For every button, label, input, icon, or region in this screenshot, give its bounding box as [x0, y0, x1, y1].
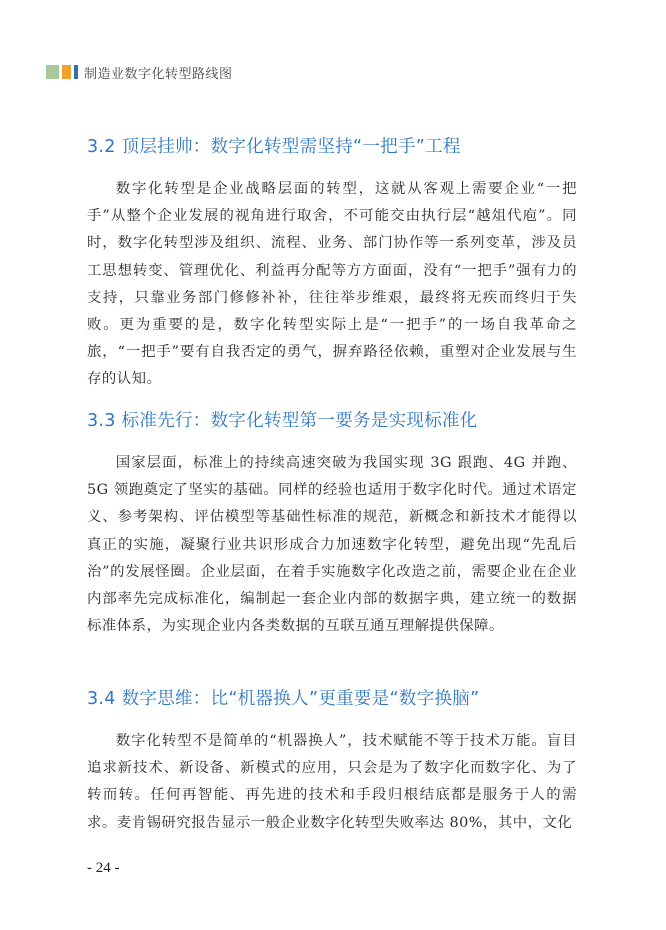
section-heading: 3.2 顶层挂帅：数字化转型需坚持“一把手”工程 — [87, 137, 461, 157]
section-3-3 — [87, 407, 577, 640]
running-header — [46, 62, 233, 82]
section-body: 国家层面，标准上的持续高速突破为我国实现 3G 跟跑、4G 并跑、5G 领跑奠定了坚实的基础。同样的经验也适用于数字化时代。通过术语定义、参考架构、评估模型等基础性标准的规范，新概念和新技术才能得以真正的实施，凝聚行业共识形成合力加速数字化转型，避免出现“先乱后治”的发展怪圈。企业层面，在着手实施数字化改造之前，需要企业在企业内部率先完成标准化，编制起一套企业内部的数据字典，建立统一的数据标准体系，为实现企业内各类数据的互联互通互理解提供保障。 — [87, 455, 577, 635]
header-orange-square-icon — [62, 65, 71, 79]
header-green-square-icon — [46, 65, 59, 79]
header-title: 制造业数字化转型路线图 — [84, 66, 233, 82]
section-3-2 — [87, 133, 577, 394]
section-body: 数字化转型不是简单的“机器换人”，技术赋能不等于技术万能。盲目追求新技术、新设备、新模式的应用，只会是为了数字化而数字化、为了转而转。任何再智能、再先进的技术和手段归根结底都是服务于人的需求。麦肯锡研究报告显示一般企业数字化转型失败率达 80%，其中，文化 — [87, 733, 577, 831]
section-heading: 3.4 数字思维：比“机器换人”更重要是“数字换脑” — [87, 689, 480, 709]
page-number: - 24 - — [87, 860, 120, 876]
header-blue-bar-icon — [74, 65, 78, 79]
section-body: 数字化转型是企业战略层面的转型，这就从客观上需要企业“一把手”从整个企业发展的视角进行取舍，不可能交由执行层“越俎代庖”。同时，数字化转型涉及组织、流程、业务、部门协作等一系列变革，涉及员工思想转变、管理优化、利益再分配等方方面面，没有“一把手”强有力的支持，只靠业务部门修修补补，往往举步维艰，最终将无疾而终归于失败。更为重要的是，数字化转型实际上是“一把手”的一场自我革命之旅，“一把手”要有自我否定的勇气，摒弃路径依赖，重塑对企业发展与生存的认知。 — [87, 181, 577, 388]
section-heading: 3.3 标准先行：数字化转型第一要务是实现标准化 — [87, 411, 478, 431]
section-3-4 — [87, 685, 577, 837]
